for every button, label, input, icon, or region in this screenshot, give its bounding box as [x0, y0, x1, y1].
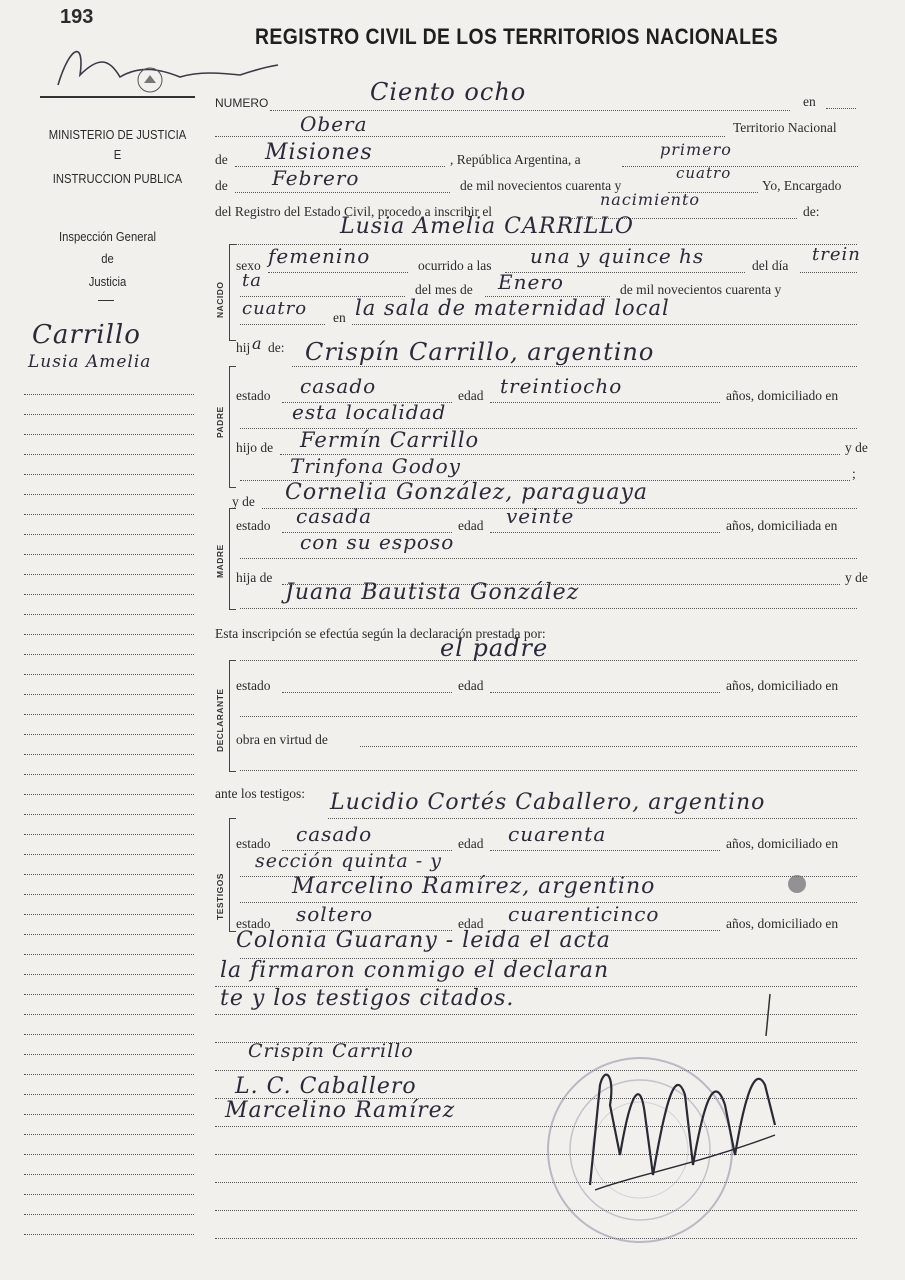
bracket-nacido [229, 244, 236, 341]
sidebar-rule [24, 854, 194, 855]
sidebar-rule [24, 574, 194, 575]
label-anos-padre: años, domiciliado en [726, 388, 839, 403]
hw-testigo1-estado: casado [296, 822, 373, 846]
label-registro: del Registro del Estado Civil, procedo a inscribir el [215, 204, 493, 219]
label-de: de [215, 152, 228, 167]
hw-mes: Febrero [272, 166, 360, 190]
hw-hora: una y quince hs [530, 244, 705, 268]
sidebar-rule [24, 834, 194, 835]
section-nacido: NACIDO [215, 281, 225, 318]
line-lugar [215, 136, 725, 137]
annotation-surname: Carrillo [32, 320, 141, 350]
hw-padre-domicilio: esta localidad [292, 400, 447, 424]
label-edad-t1: edad [458, 836, 484, 851]
label-anos-madre: años, domiciliada en [726, 518, 838, 533]
hw-cierre3: te y los testigos citados. [220, 986, 515, 1011]
signature-witness1: L. C. Caballero [235, 1074, 417, 1099]
label-estado-madre: estado [236, 518, 271, 533]
label-republica: , República Argentina, a [450, 152, 581, 167]
sidebar-rule [24, 1234, 194, 1235]
sidebar-rule [24, 994, 194, 995]
hw-testigo1: Lucidio Cortés Caballero, argentino [330, 790, 766, 815]
label-de-colon2: de: [268, 340, 285, 355]
label-ante-testigos: ante los testigos: [215, 786, 305, 801]
label-edad-padre: edad [458, 388, 484, 403]
line-numero [270, 110, 790, 111]
hw-abuela: Trinfona Godoy [290, 454, 461, 478]
signature-father: Crispín Carrillo [248, 1040, 414, 1062]
label-hijo: hij [236, 340, 251, 355]
label-hijo-de2: hijo de [236, 440, 274, 455]
hw-territorio: Misiones [265, 140, 373, 165]
sidebar-rule [24, 514, 194, 515]
line-en [826, 108, 856, 109]
line-edad-t1 [490, 850, 720, 851]
label-sexo: sexo [236, 258, 261, 273]
vertical-stroke [760, 990, 780, 1040]
line-anio-nac [240, 324, 325, 325]
hw-lugar-nac: la sala de maternidad local [355, 296, 670, 320]
line-mes [235, 192, 450, 193]
hw-madre-nombre: Cornelia González, paraguaya [285, 480, 649, 505]
hw-nombre: Lusia Amelia CARRILLO [340, 214, 634, 239]
sidebar-rule [24, 414, 194, 415]
sidebar-rule [24, 534, 194, 535]
hw-padre-estado: casado [300, 374, 377, 398]
section-declarante: DECLARANTE [215, 688, 225, 752]
line-edad-padre [490, 402, 720, 403]
label-y-de2: y de [232, 494, 255, 509]
sidebar-rule [24, 734, 194, 735]
sidebar-rule [24, 814, 194, 815]
label-hija-de: hija de [236, 570, 273, 585]
line-domicilio-decl [240, 716, 857, 717]
sidebar-rule [24, 474, 194, 475]
header-signature-scrawl [50, 25, 280, 100]
sidebar-rule [24, 1014, 194, 1015]
line-padre [292, 366, 857, 367]
sidebar-rule [24, 1194, 194, 1195]
label-y-de3: y de [845, 570, 868, 585]
bracket-madre [229, 508, 236, 610]
label-edad-madre: edad [458, 518, 484, 533]
annotation-given: Lusia Amelia [28, 352, 152, 372]
section-madre: MADRE [215, 544, 225, 578]
label-numero: NUMERO [215, 96, 269, 110]
sidebar-rule [24, 1174, 194, 1175]
bracket-testigos [229, 818, 236, 932]
ink-smudge [785, 872, 809, 896]
hw-declarante: el padre [440, 634, 549, 662]
line-obra [360, 746, 857, 747]
hw-dia-nac2: ta [242, 270, 262, 291]
hw-testigo2-edad: cuarenticinco [508, 902, 660, 926]
hw-madre-estado: casada [296, 504, 373, 528]
sidebar-rule [24, 754, 194, 755]
page-title: REGISTRO CIVIL DE LOS TERRITORIOS NACIONALES [255, 24, 779, 49]
label-inscripcion: Esta inscripción se efectúa según la declaración prestada por: [215, 626, 546, 641]
line-sexo [268, 272, 408, 273]
hw-testigo1-domicilio: sección quinta - y [255, 850, 442, 872]
label-en: en [803, 94, 816, 109]
sidebar-rule [24, 1094, 194, 1095]
hw-numero: Ciento ocho [370, 78, 527, 106]
sidebar-rule [24, 1154, 194, 1155]
line-testigo1 [328, 818, 857, 819]
sidebar-rule [24, 874, 194, 875]
hw-mes-nac: Enero [498, 270, 564, 294]
line-edad-madre [490, 532, 720, 533]
hw-anio-nac: cuatro [242, 298, 308, 319]
line-estado-decl [282, 692, 452, 693]
header-rule [40, 96, 195, 98]
label-obra: obra en virtud de [236, 732, 328, 747]
sidebar-rule [24, 974, 194, 975]
sidebar-rule [24, 1114, 194, 1115]
sidebar-rule [24, 434, 194, 435]
hw-testigo2-estado: soltero [296, 902, 374, 926]
sidebar-rule [24, 674, 194, 675]
hw-testigo2: Marcelino Ramírez, argentino [292, 874, 656, 899]
signature-witness2: Marcelino Ramírez [225, 1098, 456, 1123]
sidebar-rule [24, 1214, 194, 1215]
hw-padre-edad: treintiocho [500, 374, 623, 398]
sidebar-rule [24, 694, 194, 695]
label-estado-t1: estado [236, 836, 271, 851]
sidebar-rule [24, 394, 194, 395]
registrar-signature [575, 1035, 795, 1205]
label-del-mes: del mes de [415, 282, 473, 297]
label-de2: de [215, 178, 228, 193]
label-y-de: y de [845, 440, 868, 455]
label-ocurrido: ocurrido a las [418, 258, 492, 273]
label-edad-decl: edad [458, 678, 484, 693]
sidebar-rule [24, 1074, 194, 1075]
label-de-colon: de: [803, 204, 820, 219]
hw-padre-nombre: Crispín Carrillo, argentino [305, 338, 655, 366]
label-del-dia: del día [752, 258, 789, 273]
hw-cierre2: la firmaron conmigo el declaran [220, 958, 610, 983]
sidebar-rule [24, 1034, 194, 1035]
line-dia-nac [800, 272, 857, 273]
hw-madre-edad: veinte [506, 504, 575, 528]
sidebar-rule [24, 614, 194, 615]
line-madre-domicilio [240, 558, 857, 559]
sidebar-rule [24, 1134, 194, 1135]
section-padre: PADRE [215, 406, 225, 438]
hw-dia-nac: trein [812, 244, 861, 265]
line-edad-decl [490, 692, 720, 693]
line-lugar-nac [352, 324, 857, 325]
label-anos-decl: años, domiciliado en [726, 678, 839, 693]
sidebar-rule [24, 954, 194, 955]
hw-abuelo: Fermín Carrillo [300, 428, 480, 452]
label-semicolon: ; [852, 466, 856, 481]
label-estado-t2: estado [236, 916, 271, 931]
line-obra2 [240, 770, 857, 771]
inspection-line2: de [101, 252, 114, 266]
hw-cierre1: Colonia Guarany - leida el acta [236, 928, 611, 953]
hw-tipo: nacimiento [600, 190, 701, 209]
hw-anio: cuatro [676, 164, 732, 182]
hw-abuela-materna: Juana Bautista González [285, 580, 580, 605]
line-dia [622, 166, 858, 167]
label-yo-encargado: Yo, Encargado [762, 178, 842, 193]
ministry-line2: E [113, 148, 122, 162]
hw-madre-domicilio: con su esposo [300, 530, 455, 554]
folio-number: 193 [60, 6, 94, 28]
hw-testigo1-edad: cuarenta [508, 822, 607, 846]
hw-hijo-letra: a [252, 334, 263, 353]
sidebar-rule [24, 774, 194, 775]
label-de-mil-cuarenta: de mil novecientos cuarenta y [620, 282, 782, 297]
label-en2: en [333, 310, 346, 325]
line-declarante [240, 660, 857, 661]
ministry-line3: INSTRUCCION PUBLICA [52, 172, 183, 186]
line-abuela-materna [240, 608, 857, 609]
label-anos-t1: años, domiciliado en [726, 836, 839, 851]
ministry-line1: MINISTERIO DE JUSTICIA [48, 128, 187, 142]
sidebar-rule [24, 1054, 194, 1055]
sidebar-rule [24, 894, 194, 895]
sidebar-rule [24, 654, 194, 655]
label-mil-novecientos: de mil novecientos cuarenta y [460, 178, 622, 193]
signature-rule [215, 1210, 857, 1211]
label-edad-t2: edad [458, 916, 484, 931]
signature-rule [215, 1238, 857, 1239]
hw-dia: primero [660, 140, 732, 159]
sidebar-rule [24, 794, 194, 795]
inspection-line3: Justicia [88, 275, 127, 289]
sidebar-rule [24, 494, 194, 495]
sidebar-rule [24, 454, 194, 455]
sidebar-rule [24, 634, 194, 635]
bracket-padre [229, 366, 236, 488]
sidebar-rule [24, 594, 194, 595]
sidebar-rule [24, 714, 194, 715]
hw-lugar: Obera [300, 112, 368, 136]
sidebar-rule [24, 554, 194, 555]
label-estado-padre: estado [236, 388, 271, 403]
sidebar-rule [24, 934, 194, 935]
bracket-declarante [229, 660, 236, 772]
sidebar-dash [98, 300, 114, 301]
section-testigos: TESTIGOS [215, 873, 225, 920]
inspection-line1: Inspección General [59, 230, 156, 244]
label-estado-decl: estado [236, 678, 271, 693]
label-anos-t2: años, domiciliado en [726, 916, 839, 931]
label-territorio: Territorio Nacional [733, 120, 837, 135]
hw-sexo: femenino [268, 244, 371, 268]
sidebar-rule [24, 914, 194, 915]
